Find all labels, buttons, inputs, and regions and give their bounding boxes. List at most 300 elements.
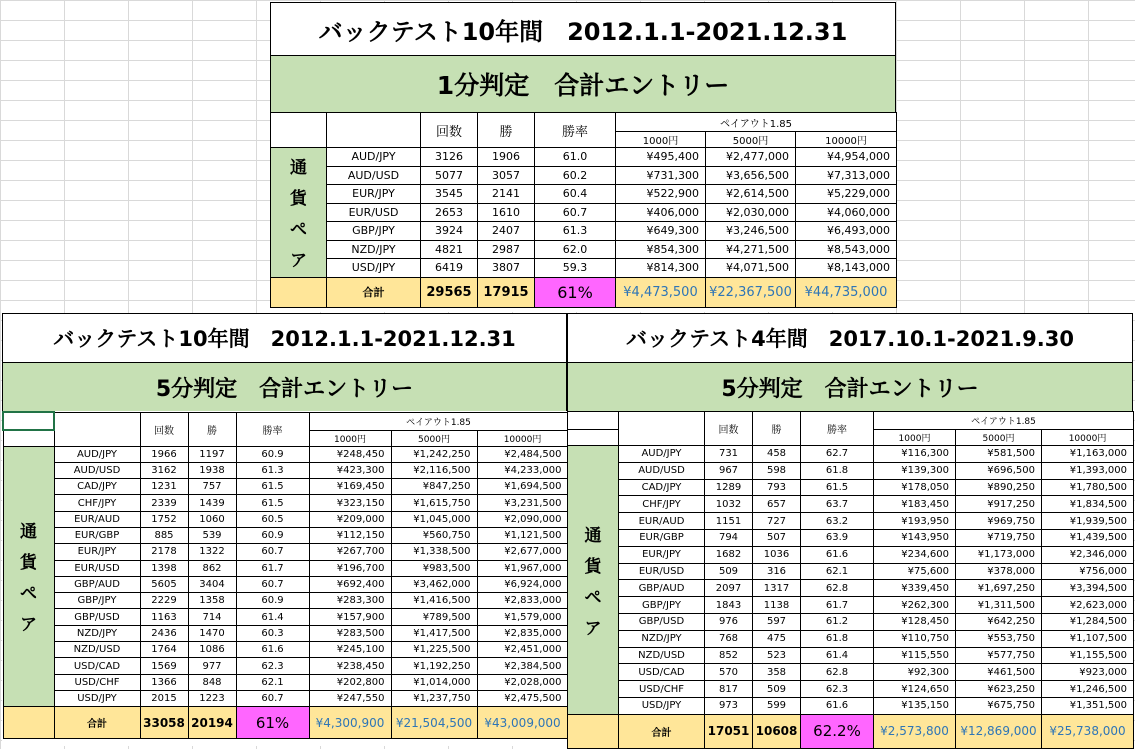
count-cell: 5077 [421,166,478,185]
win-cell: 1223 [188,690,236,706]
winrate-cell: 62.8 [801,580,874,597]
win-cell: 793 [753,479,801,496]
payout-1000-cell: ¥283,300 [309,593,391,609]
payout-5000-cell: ¥2,030,000 [706,203,796,222]
winrate-cell: 61.8 [801,462,874,479]
payout-10000-cell: ¥1,967,000 [477,560,568,576]
left-table-body [3,412,568,739]
total-row [568,714,1134,748]
pair-cell: CHF/JPY [619,496,705,513]
winrate-cell: 61.2 [801,613,874,630]
payout-1000-cell: ¥495,400 [616,148,706,167]
winrate-cell: 61.6 [236,642,309,658]
header-count: 回数 [140,412,188,446]
table-row [3,527,568,543]
table-row [3,593,568,609]
count-cell: 1843 [705,597,753,614]
table-row [568,681,1134,698]
win-cell: 848 [188,674,236,690]
payout-1000-cell: ¥135,150 [874,697,956,714]
payout-5000-cell: ¥847,250 [391,479,477,495]
total-count: 17051 [705,714,753,748]
payout-1000-cell: ¥247,550 [309,690,391,706]
payout-5000-cell: ¥1,225,500 [391,642,477,658]
total-payout-5000: ¥12,869,000 [956,714,1042,748]
winrate-cell: 62.1 [236,674,309,690]
win-cell: 1938 [188,462,236,478]
payout-10000-cell: ¥1,107,500 [1042,630,1134,647]
winrate-cell: 60.7 [236,690,309,706]
currency-pair-label [271,148,327,278]
win-cell: 458 [753,446,801,463]
pair-cell: NZD/JPY [54,625,140,641]
win-cell: 523 [753,647,801,664]
total-payout-5000: ¥22,367,500 [706,277,796,307]
payout-1000-cell: ¥157,900 [309,609,391,625]
currency-pair-label [568,446,619,715]
payout-10000-cell: ¥2,833,000 [477,593,568,609]
total-row [271,277,897,307]
pair-cell: CAD/JPY [54,479,140,495]
payout-5000-cell: ¥553,750 [956,630,1042,647]
pair-cell: EUR/AUD [619,513,705,530]
table-row [568,580,1134,597]
table-row [568,563,1134,580]
winrate-cell: 62.0 [535,240,616,259]
count-cell: 1366 [140,674,188,690]
table-row [271,203,897,222]
payout-1000-cell: ¥267,700 [309,544,391,560]
winrate-cell: 60.7 [236,544,309,560]
vertical-label-char: ペ [290,220,307,241]
payout-5000-cell: ¥560,750 [391,527,477,543]
winrate-cell: 63.2 [801,513,874,530]
payout-5000-cell: ¥4,271,500 [706,240,796,259]
winrate-cell: 61.5 [236,479,309,495]
payout-5000-cell: ¥675,750 [956,697,1042,714]
pair-cell: CHF/JPY [54,495,140,511]
table-row [271,259,897,278]
pair-cell: GBP/AUD [54,576,140,592]
vertical-label-char: 貨 [290,189,307,210]
payout-5000-cell: ¥969,750 [956,513,1042,530]
pair-cell: USD/JPY [54,690,140,706]
payout-10000-cell: ¥8,143,000 [796,259,897,278]
payout-1000-cell: ¥262,300 [874,597,956,614]
total-winrate: 61% [236,707,309,739]
total-payout-1000: ¥4,473,500 [616,277,706,307]
header-stake-1000: 1000円 [874,430,956,446]
header-blank [568,412,619,430]
count-cell: 967 [705,462,753,479]
win-cell: 727 [753,513,801,530]
payout-5000-cell: ¥461,500 [956,664,1042,681]
vertical-label-char: ア [290,251,307,272]
payout-10000-cell: ¥1,834,500 [1042,496,1134,513]
total-winrate: 61% [535,277,616,307]
payout-10000-cell: ¥8,543,000 [796,240,897,259]
payout-10000-cell: ¥1,351,500 [1042,697,1134,714]
pair-cell: AUD/USD [54,462,140,478]
payout-1000-cell: ¥115,550 [874,647,956,664]
win-cell: 475 [753,630,801,647]
left-subtitle: 5分判定 合計エントリー [2,363,567,411]
left-title: バックテスト10年間 2012.1.1-2021.12.31 [2,313,567,363]
payout-10000-cell: ¥1,163,000 [1042,446,1134,463]
count-cell: 2015 [140,690,188,706]
payout-10000-cell: ¥4,233,000 [477,462,568,478]
pair-cell: NZD/JPY [619,630,705,647]
payout-1000-cell: ¥238,450 [309,658,391,674]
count-cell: 3924 [421,222,478,241]
pair-cell: GBP/JPY [327,222,421,241]
payout-5000-cell: ¥642,250 [956,613,1042,630]
header-winrate: 勝率 [801,412,874,446]
pair-cell: EUR/JPY [54,544,140,560]
currency-pair-label [3,446,54,707]
payout-1000-cell: ¥116,300 [874,446,956,463]
payout-5000-cell: ¥1,338,500 [391,544,477,560]
payout-10000-cell: ¥2,028,000 [477,674,568,690]
win-cell: 977 [188,658,236,674]
total-count: 29565 [421,277,478,307]
payout-5000-cell: ¥4,071,500 [706,259,796,278]
table-row [568,513,1134,530]
count-cell: 6419 [421,259,478,278]
winrate-cell: 61.3 [236,462,309,478]
payout-5000-cell: ¥1,697,250 [956,580,1042,597]
count-cell: 852 [705,647,753,664]
count-cell: 3545 [421,185,478,204]
payout-5000-cell: ¥3,462,000 [391,576,477,592]
payout-10000-cell: ¥2,835,000 [477,625,568,641]
winrate-cell: 61.3 [535,222,616,241]
win-cell: 509 [753,681,801,698]
winrate-cell: 62.3 [236,658,309,674]
total-win: 17915 [478,277,535,307]
pair-cell: NZD/USD [619,647,705,664]
count-cell: 1966 [140,446,188,462]
payout-10000-cell: ¥2,346,000 [1042,546,1134,563]
pair-cell: USD/CHF [619,681,705,698]
pair-cell: GBP/JPY [619,597,705,614]
vertical-label-char: 貨 [20,553,37,574]
payout-5000-cell: ¥2,477,000 [706,148,796,167]
header-blank [271,113,327,148]
payout-5000-cell: ¥1,014,000 [391,674,477,690]
left-backtest-panel [2,313,567,746]
count-cell: 885 [140,527,188,543]
header-blank [54,412,140,446]
winrate-cell: 63.7 [801,496,874,513]
count-cell: 1569 [140,658,188,674]
total-payout-5000: ¥21,504,500 [391,707,477,739]
pair-cell: AUD/USD [327,166,421,185]
payout-10000-cell: ¥1,694,500 [477,479,568,495]
win-cell: 316 [753,563,801,580]
header-payout: ペイアウト1.85 [309,412,568,430]
vertical-label-char: ペ [584,587,602,608]
pair-cell: USD/CHF [54,674,140,690]
payout-1000-cell: ¥183,450 [874,496,956,513]
payout-10000-cell: ¥3,231,500 [477,495,568,511]
table-row [3,609,568,625]
winrate-cell: 61.7 [236,560,309,576]
payout-5000-cell: ¥917,250 [956,496,1042,513]
payout-1000-cell: ¥110,750 [874,630,956,647]
winrate-cell: 61.6 [801,697,874,714]
count-cell: 4821 [421,240,478,259]
payout-1000-cell: ¥196,700 [309,560,391,576]
payout-10000-cell: ¥2,475,500 [477,690,568,706]
total-winrate: 62.2% [801,714,874,748]
pair-cell: EUR/USD [54,560,140,576]
total-blank [271,277,327,307]
total-payout-10000: ¥44,735,000 [796,277,897,307]
winrate-cell: 61.7 [801,597,874,614]
payout-10000-cell: ¥6,924,000 [477,576,568,592]
win-cell: 657 [753,496,801,513]
winrate-cell: 61.0 [535,148,616,167]
winrate-cell: 61.4 [236,609,309,625]
header-winrate: 勝率 [236,412,309,446]
table-row [271,148,897,167]
payout-10000-cell: ¥4,060,000 [796,203,897,222]
pair-cell: CAD/JPY [619,479,705,496]
payout-5000-cell: ¥1,192,250 [391,658,477,674]
pair-cell: USD/CAD [619,664,705,681]
win-cell: 1358 [188,593,236,609]
payout-1000-cell: ¥339,450 [874,580,956,597]
total-blank [3,707,54,739]
payout-1000-cell: ¥143,950 [874,529,956,546]
pair-cell: USD/JPY [619,697,705,714]
payout-10000-cell: ¥1,284,500 [1042,613,1134,630]
winrate-cell: 63.9 [801,529,874,546]
total-payout-10000: ¥25,738,000 [1042,714,1134,748]
table-row [568,613,1134,630]
payout-10000-cell: ¥2,384,500 [477,658,568,674]
payout-1000-cell: ¥75,600 [874,563,956,580]
payout-10000-cell: ¥6,493,000 [796,222,897,241]
header-stake-10000: 10000円 [1042,430,1134,446]
winrate-cell: 60.9 [236,446,309,462]
header-count: 回数 [705,412,753,446]
header-count: 回数 [421,113,478,148]
vertical-label-char: 通 [20,522,37,543]
table-row [3,642,568,658]
table-row [3,479,568,495]
payout-5000-cell: ¥1,237,750 [391,690,477,706]
table-row [271,222,897,241]
header-stake-10000: 10000円 [477,430,568,446]
winrate-cell: 61.8 [801,630,874,647]
payout-5000-cell: ¥581,500 [956,446,1042,463]
table-row [271,166,897,185]
payout-1000-cell: ¥124,650 [874,681,956,698]
right-table-body [568,412,1134,749]
right-subtitle: 5分判定 合計エントリー [567,363,1133,411]
payout-1000-cell: ¥854,300 [616,240,706,259]
pair-cell: EUR/GBP [54,527,140,543]
vertical-label [271,153,326,271]
winrate-cell: 60.4 [535,185,616,204]
header-blank [619,412,705,446]
header-stake-10000: 10000円 [796,132,897,148]
win-cell: 2987 [478,240,535,259]
win-cell: 597 [753,613,801,630]
table-row [3,560,568,576]
table-row [568,496,1134,513]
count-cell: 2097 [705,580,753,597]
winrate-cell: 61.4 [801,647,874,664]
table-row [3,674,568,690]
vertical-label-char: ペ [20,584,37,605]
payout-10000-cell: ¥1,246,500 [1042,681,1134,698]
count-cell: 1764 [140,642,188,658]
payout-1000-cell: ¥649,300 [616,222,706,241]
winrate-cell: 62.1 [801,563,874,580]
payout-10000-cell: ¥1,939,500 [1042,513,1134,530]
pair-cell: AUD/JPY [54,446,140,462]
table-row [3,658,568,674]
top-table-body [271,113,897,308]
payout-10000-cell: ¥1,393,000 [1042,462,1134,479]
header-win: 勝 [753,412,801,446]
pair-cell: EUR/JPY [619,546,705,563]
count-cell: 817 [705,681,753,698]
payout-1000-cell: ¥234,600 [874,546,956,563]
count-cell: 794 [705,529,753,546]
vertical-label-char: 通 [584,525,602,546]
header-payout: ペイアウト1.85 [616,113,897,132]
table-row [568,697,1134,714]
payout-5000-cell: ¥577,750 [956,647,1042,664]
payout-10000-cell: ¥1,155,500 [1042,647,1134,664]
payout-1000-cell: ¥202,800 [309,674,391,690]
payout-1000-cell: ¥245,100 [309,642,391,658]
top-results-table [270,112,897,308]
count-cell: 1398 [140,560,188,576]
total-blank [568,714,619,748]
win-cell: 1138 [753,597,801,614]
win-cell: 1036 [753,546,801,563]
header-win: 勝 [478,113,535,148]
payout-5000-cell: ¥1,615,750 [391,495,477,511]
payout-10000-cell: ¥4,954,000 [796,148,897,167]
payout-5000-cell: ¥719,750 [956,529,1042,546]
payout-5000-cell: ¥3,656,500 [706,166,796,185]
pair-cell: USD/CAD [54,658,140,674]
header-winrate: 勝率 [535,113,616,148]
header-stake-5000: 5000円 [391,430,477,446]
payout-1000-cell: ¥323,150 [309,495,391,511]
payout-1000-cell: ¥112,150 [309,527,391,543]
header-stake-5000: 5000円 [956,430,1042,446]
selected-cell[interactable] [3,412,54,430]
payout-1000-cell: ¥522,900 [616,185,706,204]
winrate-cell: 62.3 [801,681,874,698]
table-row [568,462,1134,479]
top-subtitle: 1分判定 合計エントリー [270,56,896,112]
winrate-cell: 60.5 [236,511,309,527]
payout-5000-cell: ¥696,500 [956,462,1042,479]
payout-1000-cell: ¥169,450 [309,479,391,495]
win-cell: 598 [753,462,801,479]
payout-5000-cell: ¥1,417,500 [391,625,477,641]
pair-cell: NZD/JPY [327,240,421,259]
header-stake-5000: 5000円 [706,132,796,148]
pair-cell: EUR/GBP [619,529,705,546]
payout-10000-cell: ¥1,121,500 [477,527,568,543]
payout-5000-cell: ¥890,250 [956,479,1042,496]
payout-1000-cell: ¥283,500 [309,625,391,641]
header-blank [327,113,421,148]
pair-cell: USD/JPY [327,259,421,278]
payout-10000-cell: ¥1,780,500 [1042,479,1134,496]
header-win: 勝 [188,412,236,446]
payout-1000-cell: ¥248,450 [309,446,391,462]
right-title: バックテスト4年間 2017.10.1-2021.9.30 [567,313,1133,363]
count-cell: 509 [705,563,753,580]
payout-1000-cell: ¥406,000 [616,203,706,222]
win-cell: 3404 [188,576,236,592]
payout-10000-cell: ¥2,451,000 [477,642,568,658]
payout-1000-cell: ¥209,000 [309,511,391,527]
table-row [3,511,568,527]
winrate-cell: 61.6 [801,546,874,563]
win-cell: 1610 [478,203,535,222]
count-cell: 2229 [140,593,188,609]
payout-5000-cell: ¥1,045,000 [391,511,477,527]
header-payout: ペイアウト1.85 [874,412,1134,430]
header-stake-1000: 1000円 [616,132,706,148]
pair-cell: GBP/AUD [619,580,705,597]
payout-5000-cell: ¥1,416,500 [391,593,477,609]
header-stake-1000: 1000円 [309,430,391,446]
winrate-cell: 62.7 [801,446,874,463]
table-row [3,625,568,641]
payout-5000-cell: ¥623,250 [956,681,1042,698]
pair-cell: NZD/USD [54,642,140,658]
win-cell: 1470 [188,625,236,641]
win-cell: 539 [188,527,236,543]
table-row [568,597,1134,614]
vertical-label-char: ア [20,615,37,636]
total-label: 合計 [619,714,705,748]
count-cell: 1289 [705,479,753,496]
count-cell: 2436 [140,625,188,641]
win-cell: 1322 [188,544,236,560]
vertical-label-char: ア [584,618,602,639]
total-win: 10608 [753,714,801,748]
payout-1000-cell: ¥92,300 [874,664,956,681]
header-blank [568,430,619,446]
win-cell: 757 [188,479,236,495]
win-cell: 1086 [188,642,236,658]
winrate-cell: 60.3 [236,625,309,641]
table-row [568,664,1134,681]
payout-10000-cell: ¥2,623,000 [1042,597,1134,614]
table-row [3,544,568,560]
win-cell: 1317 [753,580,801,597]
table-row [3,690,568,706]
payout-10000-cell: ¥7,313,000 [796,166,897,185]
table-row [568,546,1134,563]
total-payout-10000: ¥43,009,000 [477,707,568,739]
count-cell: 1032 [705,496,753,513]
total-label: 合計 [327,277,421,307]
